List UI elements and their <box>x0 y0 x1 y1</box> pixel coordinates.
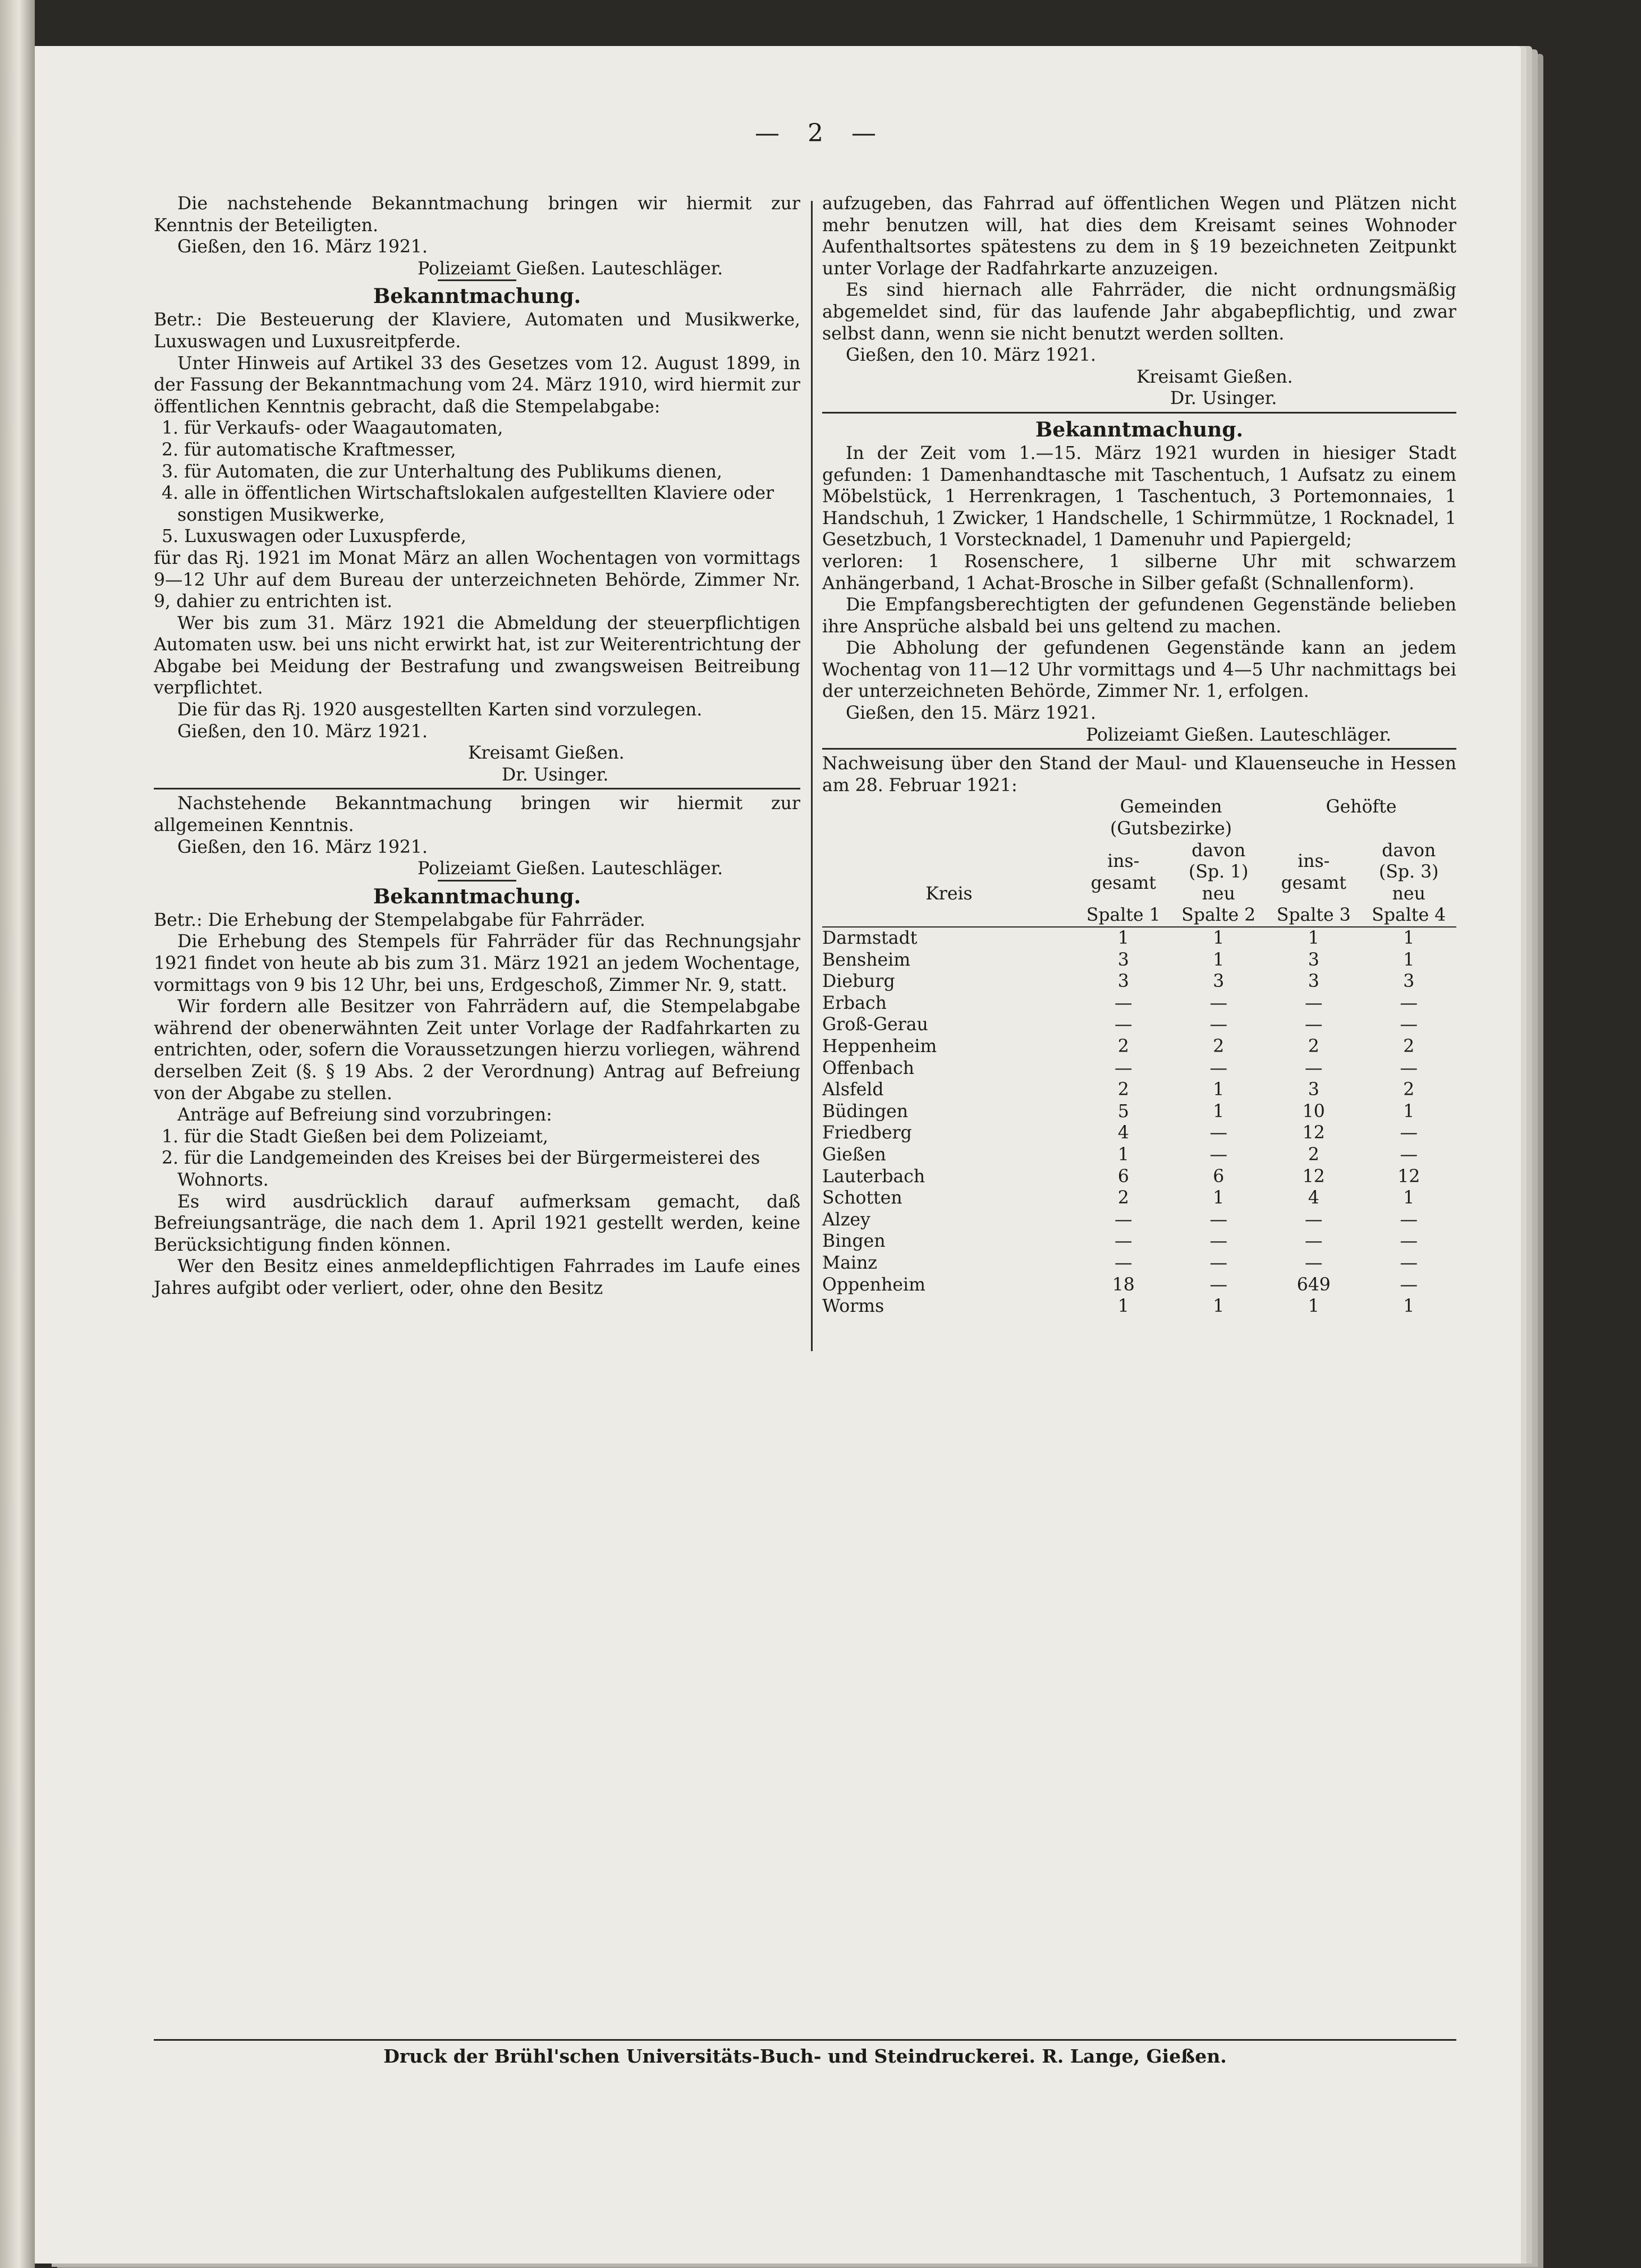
table-cell-value: 2 <box>1117 1080 1129 1100</box>
table-row <box>822 971 1456 993</box>
table-cell-value: 1 <box>1117 928 1129 948</box>
table-cell-kreis: Mainz <box>822 1252 877 1273</box>
column-header: ins-gesamt <box>1281 851 1346 893</box>
announcement-1-authority: Kreisamt Gießen. <box>468 743 625 764</box>
list-item: 2. für die Landgemeinden des Kreises bei der Bürgermeisterei des Wohnorts. <box>162 1148 760 1190</box>
table-cell-value: 649 <box>1296 1274 1331 1295</box>
table-cell-kreis: Alzey <box>822 1209 870 1230</box>
table-cell-kreis: Darmstadt <box>822 928 918 948</box>
table-cell-value: — <box>1209 1252 1227 1273</box>
table-cell-value: 1 <box>1308 1296 1319 1317</box>
short-divider <box>438 880 516 882</box>
table-cell-kreis: Worms <box>822 1296 884 1317</box>
table-cell-value: 12 <box>1302 1166 1325 1187</box>
announcement-2-paragraph-1: Die Erhebung des Stempels für Fahrräder für das Rechnungsjahr 1921 findet von heute ab bis zum 31. März 1921 an jedem Wochentage, vormittags von 9 bis 12 Uhr, bei uns, Erdgeschoß, Zimmer Nr. 9, statt. <box>154 931 800 995</box>
table-cell-value: 1 <box>1403 1101 1415 1122</box>
table-cell-kreis: Friedberg <box>822 1123 912 1144</box>
table-cell-kreis: Erbach <box>822 993 887 1013</box>
table-cell-kreis: Offenbach <box>822 1058 915 1078</box>
table-cell-value: 12 <box>1397 1166 1420 1187</box>
table-row <box>822 927 1456 949</box>
table-group-header: Gemeinden <box>1120 797 1222 818</box>
announcement-1-subject: Betr.: Die Besteuerung der Klaviere, Automaten und Musikwerke, Luxuswagen und Luxusreitpferde. <box>154 310 800 352</box>
table-cell-value: 1 <box>1213 1080 1225 1100</box>
table-row <box>822 1036 1456 1058</box>
column-header: davon (Sp. 3) neu <box>1379 840 1439 904</box>
table-row <box>822 1014 1456 1036</box>
table-cell-value: 10 <box>1302 1101 1325 1122</box>
table-cell-value: 2 <box>1117 1036 1129 1057</box>
table-cell-value: 6 <box>1213 1166 1225 1187</box>
table-cell-value: 1 <box>1213 1101 1225 1122</box>
table-cell-value: 1 <box>1403 949 1415 970</box>
table-cell-value: — <box>1305 1058 1323 1078</box>
announcement-3-paragraph-1: In der Zeit vom 1.—15. März 1921 wurden in hiesiger Stadt gefunden: 1 Damenhandtasche mit Taschentuch, 1 Aufsatz zu einem Möbelstück, 1 Herrenkragen, 1 Taschentuch, 3 Portemonnaies, 1 Handschuh, 1 Zwicker, 1 Handschelle, 1 Schirmmütze, 1 Rocknadel, 1 Gesetzbuch, 1 Vorstecknadel, 1 Damenuhr und Papiergeld; <box>822 443 1456 550</box>
announcement-3-title: Bekanntmachung. <box>1035 417 1244 442</box>
book-spine <box>0 0 35 2268</box>
table-cell-value: — <box>1400 1231 1418 1252</box>
table-cell-kreis: Lauterbach <box>822 1166 925 1187</box>
table-row <box>822 1274 1456 1296</box>
table-cell-value: — <box>1305 1231 1323 1252</box>
table-cell-kreis: Dieburg <box>822 971 895 992</box>
list-item: 3. für Automaten, die zur Unterhaltung des Publikums dienen, <box>162 461 722 482</box>
announcement-2-continuation-2: Es sind hiernach alle Fahrräder, die nicht ordnungsmäßig abgemeldet sind, für das laufende Jahr abgabepflichtig, und zwar selbst dann, wenn sie nicht benutzt werden sollten. <box>822 280 1456 344</box>
table-row <box>822 1101 1456 1123</box>
table-cell-value: 1 <box>1213 1188 1225 1209</box>
table-cell-value: 2 <box>1403 1036 1415 1057</box>
announcement-3-paragraph-2: verloren: 1 Rosenschere, 1 silberne Uhr mit schwarzem Anhängerband, 1 Achat-Brosche in Silber gefaßt (Schnallenform). <box>822 551 1456 594</box>
notice-intro-1: Die nachstehende Bekanntmachung bringen wir hiermit zur Kenntnis der Beteiligten. <box>154 194 800 236</box>
announcement-1-signature: Dr. Usinger. <box>502 764 609 785</box>
announcement-3-paragraph-3: Die Empfangsberechtigten der gefundenen Gegenstände belieben ihre Ansprüche alsbald bei uns geltend zu machen. <box>822 595 1456 637</box>
table-cell-value: — <box>1305 1014 1323 1035</box>
right-column <box>822 193 1456 1317</box>
announcement-1-paragraph-2: für das Rj. 1921 im Monat März an allen Wochentagen von vormittags 9—12 Uhr auf dem Bureau der unterzeichneten Behörde, Zimmer Nr. 9, dahier zu entrichten ist. <box>154 548 800 612</box>
table-title: Nachweisung über den Stand der Maul- und Klauenseuche in Hessen am 28. Februar 1921: <box>822 754 1456 796</box>
notice-intro-2-place: Gießen, den 16. März 1921. <box>177 837 428 857</box>
table-header-row <box>822 796 1456 818</box>
table-cell-value: 18 <box>1112 1274 1135 1295</box>
table-cell-value: — <box>1209 1123 1227 1144</box>
table-cell-kreis: Alsfeld <box>822 1080 884 1100</box>
table-cell-value: — <box>1400 1144 1418 1165</box>
section-divider <box>822 748 1456 750</box>
table-cell-value: 6 <box>1117 1166 1129 1187</box>
column-header: davon (Sp. 1) neu <box>1189 840 1249 904</box>
announcement-2-place: Gießen, den 10. März 1921. <box>846 345 1096 366</box>
table-cell-kreis: Gießen <box>822 1144 886 1165</box>
column-header: ins-gesamt <box>1090 851 1156 893</box>
column-divider <box>811 201 813 1351</box>
table-body <box>822 927 1456 1317</box>
table-cell-value: — <box>1305 993 1323 1013</box>
table-cell-value: — <box>1400 1252 1418 1273</box>
announcement-2-paragraph-2: Wir fordern alle Besitzer von Fahrrädern auf, die Stempelabgabe während der obenerwähnten Zeit unter Vorlage der Radfahrkarten zu entrichten, oder, sofern die Voraussetzungen hierzu vorliegen, während derselben Zeit (§. § 19 Abs. 2 der Verordnung) Antrag auf Befreiung von der Abgabe zu stellen. <box>154 997 800 1104</box>
table-cell-value: — <box>1400 1209 1418 1230</box>
announcement-1-title: Bekanntmachung. <box>373 284 581 309</box>
table-cell-value: 1 <box>1213 928 1225 948</box>
column-number: Spalte 4 <box>1372 905 1446 926</box>
table-cell-value: 2 <box>1117 1188 1129 1209</box>
table-cell-value: 3 <box>1403 971 1415 992</box>
table-cell-value: — <box>1305 1209 1323 1230</box>
announcement-2-authority: Kreisamt Gießen. <box>1136 366 1293 387</box>
announcement-2-subject: Betr.: Die Erhebung der Stempelabgabe für Fahrräder. <box>154 910 645 930</box>
table-cell-value: — <box>1209 1144 1227 1165</box>
notice-intro-1-signature: Polizeiamt Gießen. Lauteschläger. <box>418 258 723 279</box>
announcement-2-paragraph-3: Anträge auf Befreiung sind vorzubringen: <box>177 1105 552 1126</box>
notice-intro-2-signature: Polizeiamt Gießen. Lauteschläger. <box>418 858 723 879</box>
table-cell-value: 1 <box>1117 1144 1129 1165</box>
announcement-3-signature: Polizeiamt Gießen. Lauteschläger. <box>1086 724 1392 745</box>
table-cell-value: 3 <box>1117 971 1129 992</box>
short-divider <box>438 279 516 281</box>
page-number: — 2 — <box>755 119 886 148</box>
column-number: Spalte 2 <box>1181 905 1256 926</box>
left-column <box>154 193 800 1300</box>
table-row <box>822 1231 1456 1252</box>
table-cell-value: 1 <box>1403 1296 1415 1317</box>
list-item: 4. alle in öffentlichen Wirtschaftslokalen aufgestellten Klaviere oder sonstigen Musikwerke, <box>162 483 774 525</box>
table-row <box>822 1079 1456 1101</box>
table-cell-kreis: Büdingen <box>822 1101 909 1122</box>
table-cell-value: 5 <box>1117 1101 1129 1122</box>
table-group-subheader: (Gutsbezirke) <box>1110 819 1232 839</box>
table-cell-value: — <box>1209 993 1227 1013</box>
announcement-3-place: Gießen, den 15. März 1921. <box>846 703 1096 724</box>
column-number: Spalte 1 <box>1086 905 1161 926</box>
table-cell-value: — <box>1115 1014 1133 1035</box>
table-header-row <box>822 840 1456 905</box>
table-cell-value: 4 <box>1308 1188 1319 1209</box>
table-cell-value: — <box>1209 1209 1227 1230</box>
table-row <box>822 1296 1456 1317</box>
table-cell-value: — <box>1400 1058 1418 1078</box>
table-cell-value: — <box>1115 1058 1133 1078</box>
epidemic-table <box>822 796 1456 1317</box>
table-cell-value: 1 <box>1213 949 1225 970</box>
table-cell-value: — <box>1400 1014 1418 1035</box>
column-number: Spalte 3 <box>1276 905 1351 926</box>
document-page <box>35 46 1521 2264</box>
announcement-2-title: Bekanntmachung. <box>373 884 581 908</box>
table-cell-value: 1 <box>1403 1188 1415 1209</box>
notice-intro-2: Nachstehende Bekanntmachung bringen wir hiermit zur allgemeinen Kenntnis. <box>154 793 800 836</box>
table-cell-value: 4 <box>1117 1123 1129 1144</box>
table-row <box>822 1144 1456 1166</box>
table-cell-value: 1 <box>1308 928 1319 948</box>
table-cell-value: — <box>1305 1252 1323 1273</box>
list-item: 1. für die Stadt Gießen bei dem Polizeiamt, <box>162 1126 548 1147</box>
announcement-2-continuation: aufzugeben, das Fahrrad auf öffentlichen Wegen und Plätzen nicht mehr benutzen will, hat dies dem Kreisamt seines Wohnoder Aufenthaltsortes spätestens zu dem in § 19 bezeichneten Zeitpunkt unter Vorlage der Radfahrkarte anzuzeigen. <box>822 194 1456 279</box>
table-cell-value: — <box>1115 993 1133 1013</box>
table-header-row <box>822 905 1456 927</box>
table-cell-value: 1 <box>1403 928 1415 948</box>
table-cell-value: — <box>1115 1231 1133 1252</box>
table-row <box>822 1166 1456 1188</box>
table-cell-value: 2 <box>1213 1036 1225 1057</box>
table-cell-value: — <box>1209 1274 1227 1295</box>
table-cell-value: — <box>1400 1123 1418 1144</box>
table-cell-value: — <box>1400 1274 1418 1295</box>
column-header-kreis: Kreis <box>925 883 973 904</box>
table-row <box>822 993 1456 1014</box>
table-group-header: Gehöfte <box>1326 797 1397 818</box>
section-divider <box>822 412 1456 414</box>
table-cell-value: 3 <box>1117 949 1129 970</box>
table-cell-value: — <box>1115 1252 1133 1273</box>
table-cell-value: 2 <box>1308 1036 1319 1057</box>
announcement-2-paragraph-4: Es wird ausdrücklich darauf aufmerksam gemacht, daß Befreiungsanträge, die nach dem 1. April 1921 gestellt werden, keine Berücksichtigung finden können. <box>154 1191 800 1255</box>
table-header-row <box>822 818 1456 840</box>
table-cell-value: — <box>1115 1209 1133 1230</box>
announcement-1-paragraph-1: Unter Hinweis auf Artikel 33 des Gesetzes vom 12. August 1899, in der Fassung der Bekanntmachung vom 24. März 1910, wird hiermit zur öffentlichen Kenntnis gebracht, daß die Stempelabgabe: <box>154 353 800 417</box>
list-item: 1. für Verkaufs- oder Waagautomaten, <box>162 418 503 439</box>
table-cell-value: — <box>1209 1014 1227 1035</box>
table-cell-kreis: Schotten <box>822 1188 902 1209</box>
table-cell-value: 2 <box>1403 1080 1415 1100</box>
announcement-1-paragraph-3: Wer bis zum 31. März 1921 die Abmeldung der steuerpflichtigen Automaten usw. bei uns nicht erwirkt hat, ist zur Weiterentrichtung der Abgabe bei Meidung der Bestrafung und zwangsweisen Beitreibung verpflichtet. <box>154 613 800 699</box>
table-cell-kreis: Groß-Gerau <box>822 1014 928 1035</box>
table-row <box>822 1187 1456 1209</box>
table-cell-kreis: Bensheim <box>822 949 911 970</box>
announcement-1-place: Gießen, den 10. März 1921. <box>177 721 428 742</box>
table-row <box>822 1209 1456 1231</box>
table-cell-value: 3 <box>1308 949 1319 970</box>
list-item: 5. Luxuswagen oder Luxuspferde, <box>162 526 466 547</box>
table-cell-kreis: Oppenheim <box>822 1274 925 1295</box>
table-row <box>822 949 1456 971</box>
table-cell-value: 12 <box>1302 1123 1325 1144</box>
announcement-1-paragraph-4: Die für das Rj. 1920 ausgestellten Karten sind vorzulegen. <box>177 700 703 720</box>
notice-intro-1-place: Gießen, den 16. März 1921. <box>177 237 428 258</box>
section-divider <box>154 788 800 789</box>
table-cell-value: — <box>1209 1231 1227 1252</box>
announcement-2-paragraph-5: Wer den Besitz eines anmeldepflichtigen Fahrrades im Laufe eines Jahres aufgibt oder verliert, oder, ohne den Besitz <box>154 1256 800 1298</box>
table-row <box>822 1252 1456 1274</box>
table-cell-kreis: Heppenheim <box>822 1036 937 1057</box>
table-cell-value: 1 <box>1213 1296 1225 1317</box>
table-row <box>822 1122 1456 1144</box>
table-cell-value: 3 <box>1308 1080 1319 1100</box>
table-cell-value: — <box>1209 1058 1227 1078</box>
list-item: 2. für automatische Kraftmesser, <box>162 439 456 460</box>
table-cell-value: 3 <box>1213 971 1225 992</box>
table-cell-value: — <box>1400 993 1418 1013</box>
table-cell-value: 2 <box>1308 1144 1319 1165</box>
table-cell-kreis: Bingen <box>822 1231 886 1252</box>
table-cell-value: 1 <box>1117 1296 1129 1317</box>
table-row <box>822 1058 1456 1080</box>
table-cell-value: 3 <box>1308 971 1319 992</box>
printer-imprint: Druck der Brühl'schen Universitäts-Buch- und Steindruckerei. R. Lange, Gießen. <box>154 2039 1456 2067</box>
announcement-3-paragraph-4: Die Abholung der gefundenen Gegenstände kann an jedem Wochentag von 11—12 Uhr vormittags und 4—5 Uhr nachmittags bei der unterzeichneten Behörde, Zimmer Nr. 1, erfolgen. <box>822 638 1456 702</box>
announcement-2-signature: Dr. Usinger. <box>1170 388 1277 409</box>
